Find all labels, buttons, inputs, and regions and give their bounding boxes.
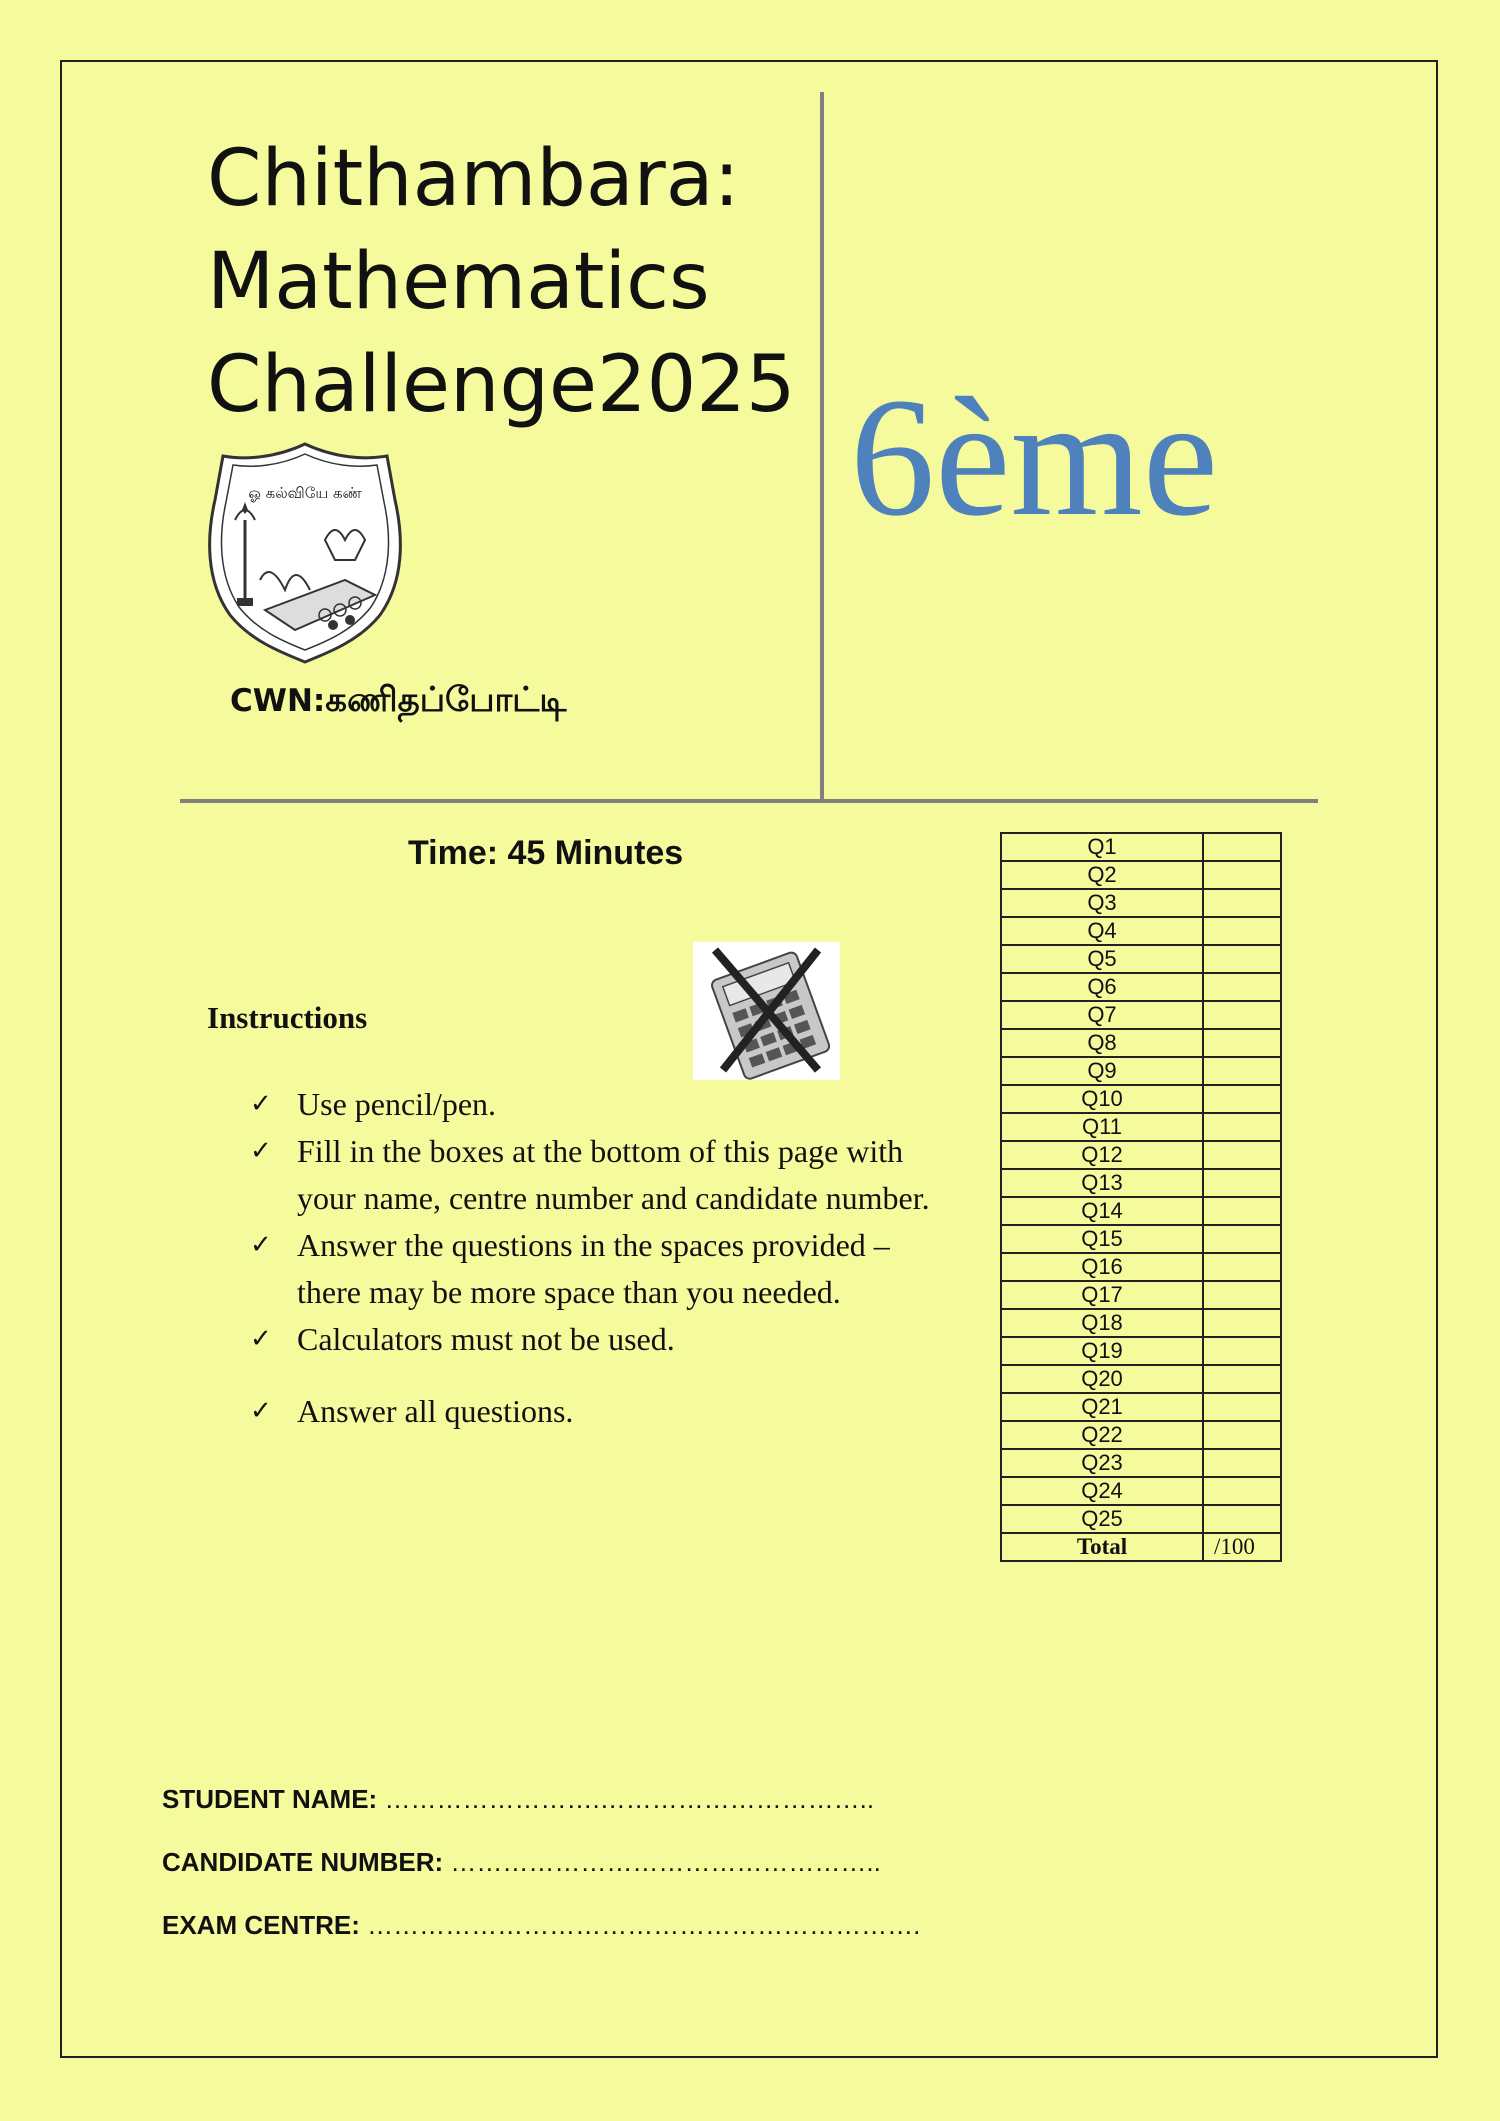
- candidate-number-dots: …………………………………………..: [450, 1847, 881, 1877]
- school-crest-logo: [205, 440, 405, 665]
- mark-cell[interactable]: [1203, 1393, 1281, 1421]
- score-row: [1001, 1393, 1281, 1421]
- score-row: [1001, 1113, 1281, 1141]
- mark-cell[interactable]: [1203, 1029, 1281, 1057]
- score-row: [1001, 1477, 1281, 1505]
- instruction-item: ✓ Calculators must not be used.: [250, 1316, 950, 1363]
- total-row: [1001, 1533, 1281, 1561]
- question-label: Q1: [1001, 833, 1203, 861]
- question-label: Q13: [1001, 1169, 1203, 1197]
- score-row: [1001, 1449, 1281, 1477]
- page-title: [207, 128, 795, 437]
- total-max: /100: [1203, 1533, 1281, 1561]
- score-row: [1001, 1337, 1281, 1365]
- question-label: Q21: [1001, 1393, 1203, 1421]
- mark-cell[interactable]: [1203, 973, 1281, 1001]
- mark-cell[interactable]: [1203, 1197, 1281, 1225]
- cwn-prefix: CWN:: [230, 683, 326, 719]
- instruction-item: ✓ Use pencil/pen.: [250, 1081, 950, 1128]
- mark-cell[interactable]: [1203, 1309, 1281, 1337]
- question-label: Q17: [1001, 1281, 1203, 1309]
- instructions-list: [250, 1081, 950, 1435]
- question-label: Q11: [1001, 1113, 1203, 1141]
- score-row: [1001, 861, 1281, 889]
- question-label: Q6: [1001, 973, 1203, 1001]
- mark-cell[interactable]: [1203, 1085, 1281, 1113]
- question-label: Q25: [1001, 1505, 1203, 1533]
- total-label: Total: [1001, 1533, 1203, 1561]
- student-name-field[interactable]: [162, 1784, 874, 1815]
- score-row: [1001, 1197, 1281, 1225]
- checkmark-icon: ✓: [250, 1230, 272, 1260]
- question-label: Q10: [1001, 1085, 1203, 1113]
- score-row: [1001, 1421, 1281, 1449]
- mark-cell[interactable]: [1203, 861, 1281, 889]
- exam-centre-label: EXAM CENTRE:: [162, 1910, 360, 1940]
- mark-cell[interactable]: [1203, 1141, 1281, 1169]
- score-row: [1001, 1141, 1281, 1169]
- mark-cell[interactable]: [1203, 1505, 1281, 1533]
- score-row: [1001, 973, 1281, 1001]
- student-name-label: STUDENT NAME:: [162, 1784, 378, 1814]
- score-row: [1001, 1085, 1281, 1113]
- score-row: [1001, 1253, 1281, 1281]
- mark-cell[interactable]: [1203, 1225, 1281, 1253]
- mark-cell[interactable]: [1203, 945, 1281, 973]
- title-line-2: Mathematics: [207, 237, 710, 327]
- vertical-divider: [820, 92, 824, 802]
- mark-cell[interactable]: [1203, 1449, 1281, 1477]
- question-label: Q24: [1001, 1477, 1203, 1505]
- question-label: Q18: [1001, 1309, 1203, 1337]
- question-label: Q9: [1001, 1057, 1203, 1085]
- instruction-item: ✓ Fill in the boxes at the bottom of this page with your name, centre number and candidate number.: [250, 1128, 950, 1222]
- horizontal-divider: [180, 799, 1318, 803]
- checkmark-icon: ✓: [250, 1324, 272, 1354]
- exam-centre-field[interactable]: [162, 1910, 920, 1941]
- time-limit: Time: 45 Minutes: [408, 834, 684, 872]
- score-row: [1001, 1309, 1281, 1337]
- score-row: [1001, 917, 1281, 945]
- competition-code: [230, 680, 566, 724]
- mark-cell[interactable]: [1203, 1477, 1281, 1505]
- no-calculator-icon: [693, 942, 840, 1080]
- instruction-item: ✓ Answer the questions in the spaces provided – there may be more space than you needed.: [250, 1222, 950, 1316]
- student-name-dots: …………………….…………………………..: [384, 1784, 875, 1814]
- cwn-tamil-name: கணிதப்போட்டி: [325, 680, 567, 720]
- mark-cell[interactable]: [1203, 1113, 1281, 1141]
- mark-cell[interactable]: [1203, 1365, 1281, 1393]
- score-row: [1001, 1169, 1281, 1197]
- score-row: [1001, 1057, 1281, 1085]
- score-row: [1001, 1225, 1281, 1253]
- mark-cell[interactable]: [1203, 917, 1281, 945]
- mark-cell[interactable]: [1203, 1281, 1281, 1309]
- checkmark-icon: ✓: [250, 1136, 272, 1166]
- question-label: Q14: [1001, 1197, 1203, 1225]
- title-line-3: Challenge2025: [207, 340, 796, 430]
- question-label: Q22: [1001, 1421, 1203, 1449]
- question-label: Q7: [1001, 1001, 1203, 1029]
- score-row: [1001, 1029, 1281, 1057]
- instruction-item: ✓ Answer all questions.: [250, 1388, 950, 1435]
- question-label: Q12: [1001, 1141, 1203, 1169]
- checkmark-icon: ✓: [250, 1396, 272, 1426]
- grade-level: 6ème: [850, 363, 1219, 551]
- candidate-number-field[interactable]: [162, 1847, 881, 1878]
- title-line-1: Chithambara:: [207, 134, 740, 224]
- mark-cell[interactable]: [1203, 1057, 1281, 1085]
- question-label: Q2: [1001, 861, 1203, 889]
- mark-cell[interactable]: [1203, 889, 1281, 917]
- mark-cell[interactable]: [1203, 833, 1281, 861]
- score-row: [1001, 1281, 1281, 1309]
- score-row: [1001, 945, 1281, 973]
- score-row: [1001, 833, 1281, 861]
- candidate-number-label: CANDIDATE NUMBER:: [162, 1847, 444, 1877]
- score-table: [1000, 832, 1282, 1562]
- score-row: [1001, 1001, 1281, 1029]
- question-label: Q8: [1001, 1029, 1203, 1057]
- question-label: Q19: [1001, 1337, 1203, 1365]
- mark-cell[interactable]: [1203, 1421, 1281, 1449]
- question-label: Q4: [1001, 917, 1203, 945]
- checkmark-icon: ✓: [250, 1089, 272, 1119]
- question-label: Q3: [1001, 889, 1203, 917]
- score-row: [1001, 1505, 1281, 1533]
- score-row: [1001, 889, 1281, 917]
- question-label: Q5: [1001, 945, 1203, 973]
- mark-cell[interactable]: [1203, 1337, 1281, 1365]
- score-row: [1001, 1365, 1281, 1393]
- question-label: Q16: [1001, 1253, 1203, 1281]
- question-label: Q20: [1001, 1365, 1203, 1393]
- instructions-heading: Instructions: [207, 1000, 368, 1035]
- mark-cell[interactable]: [1203, 1169, 1281, 1197]
- mark-cell[interactable]: [1203, 1001, 1281, 1029]
- exam-centre-dots: ……………………………………………………….: [367, 1910, 921, 1940]
- mark-cell[interactable]: [1203, 1253, 1281, 1281]
- question-label: Q23: [1001, 1449, 1203, 1477]
- question-label: Q15: [1001, 1225, 1203, 1253]
- logo-motto: ஓ கல்வியே கண்: [248, 484, 362, 502]
